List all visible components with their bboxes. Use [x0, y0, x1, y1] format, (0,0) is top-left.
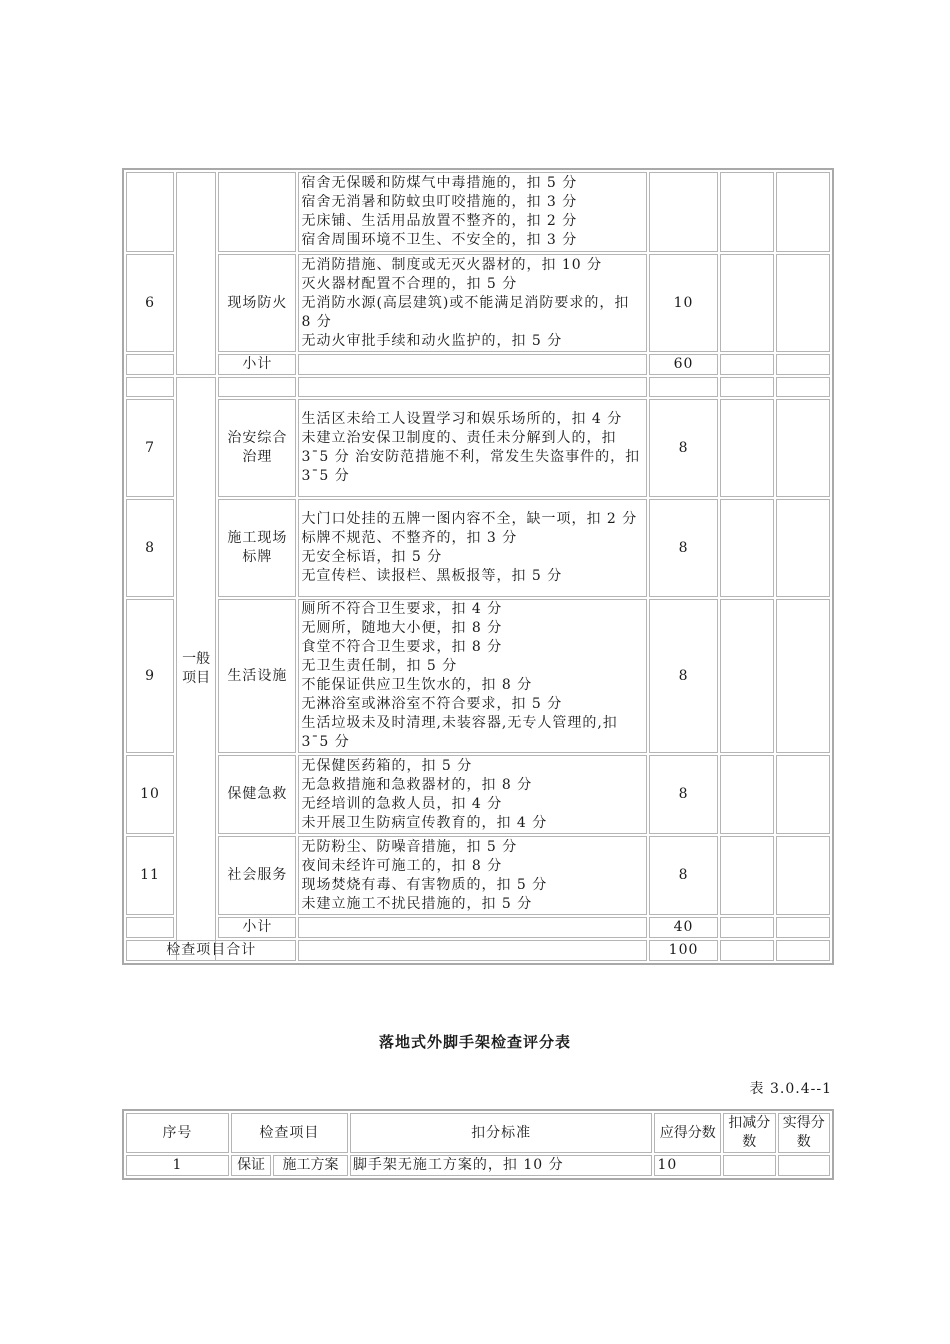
total-score: 100 — [649, 940, 717, 961]
actual-cell — [776, 917, 830, 938]
category-label: 一般项目 — [182, 651, 211, 686]
header-no: 序号 — [126, 1113, 229, 1153]
inspection-table-1 — [122, 168, 834, 965]
item-cell: 生活设施 — [218, 599, 296, 753]
spacer-row — [126, 377, 830, 397]
no-cell: 10 — [126, 755, 174, 834]
subtotal-row — [126, 917, 830, 938]
header-criteria: 扣分标准 — [350, 1113, 653, 1153]
deduct-cell — [720, 755, 774, 834]
criteria-cell: 生活区未给工人设置学习和娱乐场所的，扣 4 分 未建立治安保卫制度的、责任未分解到人的，扣 3¯5 分 治安防范措施不利，常发生失盗事件的，扣 3¯5 分 — [298, 399, 647, 497]
item-cell: 施工方案 — [273, 1155, 348, 1176]
criteria-cell: 宿舍无保暖和防煤气中毒措施的，扣 5 分 宿舍无消暑和防蚊虫叮咬措施的，扣 3 分 无床铺、生活用品放置不整齐的，扣 2 分 宿舍周围环境不卫生、不安全的，扣 3 分 — [298, 172, 647, 252]
actual-cell — [776, 354, 830, 375]
criteria-cell — [298, 354, 647, 375]
header-row — [126, 1113, 830, 1153]
actual-cell — [776, 755, 830, 834]
deduct-cell — [720, 940, 774, 961]
category-cell — [176, 172, 216, 375]
actual-cell — [776, 254, 830, 352]
item-cell: 现场防火 — [218, 254, 296, 352]
no-cell — [126, 172, 174, 252]
table-number: 表 3.0.4--1 — [749, 1081, 832, 1097]
criteria-cell — [298, 940, 647, 961]
criteria-cell: 无防粉尘、防噪音措施，扣 5 分 夜间未经许可施工的，扣 8 分 现场焚烧有毒、有害物质的，扣 5 分 未建立施工不扰民措施的，扣 5 分 — [298, 836, 647, 915]
category-cell: 保证 — [231, 1155, 271, 1176]
criteria-cell: 厕所不符合卫生要求，扣 4 分 无厕所，随地大小便，扣 8 分 食堂不符合卫生要求，扣 8 分 无卫生责任制，扣 5 分 不能保证供应卫生饮水的，扣 8 分 无淋浴室或淋浴室不符合要求，扣 5 分 生活垃圾未及时清理,未装容器,无专人管理的,扣 3¯5 分 — [298, 599, 647, 753]
actual-cell — [778, 1155, 831, 1176]
actual-cell — [776, 599, 830, 753]
deduct-cell — [720, 354, 774, 375]
no-cell — [126, 917, 174, 938]
actual-cell — [776, 940, 830, 961]
score-cell: 8 — [649, 399, 717, 497]
actual-cell — [776, 399, 830, 497]
table-row — [126, 755, 830, 834]
table-row — [126, 254, 830, 352]
table-row — [126, 499, 830, 597]
header-deduct: 扣减分数 — [723, 1113, 775, 1153]
table-row — [126, 1155, 830, 1176]
item-cell: 社会服务 — [218, 836, 296, 915]
subtotal-score: 40 — [649, 917, 717, 938]
actual-cell — [776, 836, 830, 915]
deduct-cell — [720, 499, 774, 597]
deduct-cell — [720, 172, 774, 252]
criteria-cell: 无保健医药箱的，扣 5 分 无急救措施和急救器材的，扣 8 分 无经培训的急救人员，扣 4 分 未开展卫生防病宣传教育的，扣 4 分 — [298, 755, 647, 834]
table-row — [126, 836, 830, 915]
deduct-cell — [720, 399, 774, 497]
score-cell: 8 — [649, 599, 717, 753]
deduct-cell — [723, 1155, 775, 1176]
total-label: 检查项目合计 — [126, 940, 296, 961]
header-should: 应得分数 — [654, 1113, 721, 1153]
deduct-cell — [720, 917, 774, 938]
score-cell: 8 — [649, 499, 717, 597]
criteria-cell: 无消防措施、制度或无灭火器材的，扣 10 分 灭火器材配置不合理的，扣 5 分 无消防水源(高层建筑)或不能满足消防要求的，扣 8 分 无动火审批手续和动火监护的，扣 5 分 — [298, 254, 647, 352]
deduct-cell — [720, 254, 774, 352]
score-cell: 10 — [649, 254, 717, 352]
actual-cell — [776, 499, 830, 597]
item-cell: 保健急救 — [218, 755, 296, 834]
deduct-cell — [720, 836, 774, 915]
no-cell: 7 — [126, 399, 174, 497]
deduct-cell — [720, 599, 774, 753]
no-cell — [126, 354, 174, 375]
score-cell — [649, 172, 717, 252]
actual-cell — [776, 172, 830, 252]
subtotal-label: 小计 — [218, 917, 296, 938]
category-cell — [176, 377, 216, 961]
total-row — [126, 940, 830, 961]
score-cell: 8 — [649, 755, 717, 834]
no-cell: 9 — [126, 599, 174, 753]
subtotal-label: 小计 — [218, 354, 296, 375]
no-cell: 8 — [126, 499, 174, 597]
subtotal-row — [126, 354, 830, 375]
score-cell: 8 — [649, 836, 717, 915]
header-actual: 实得分数 — [778, 1113, 831, 1153]
item-cell: 治安综合治理 — [218, 399, 296, 497]
no-cell: 1 — [126, 1155, 229, 1176]
item-cell: 施工现场标牌 — [218, 499, 296, 597]
no-cell: 6 — [126, 254, 174, 352]
header-item: 检查项目 — [231, 1113, 348, 1153]
section-title: 落地式外脚手架检查评分表 — [378, 1033, 571, 1051]
criteria-cell: 脚手架无施工方案的，扣 10 分 — [350, 1155, 653, 1176]
table-row — [126, 172, 830, 252]
no-cell: 11 — [126, 836, 174, 915]
item-cell — [218, 172, 296, 252]
table-row — [126, 399, 830, 497]
table-row — [126, 599, 830, 753]
score-cell: 10 — [654, 1155, 721, 1176]
subtotal-score: 60 — [649, 354, 717, 375]
criteria-cell — [298, 917, 647, 938]
criteria-cell: 大门口处挂的五牌一图内容不全，缺一项，扣 2 分 标牌不规范、不整齐的，扣 3 分 无安全标语，扣 5 分 无宣传栏、读报栏、黑板报等，扣 5 分 — [298, 499, 647, 597]
scaffold-inspection-table — [122, 1109, 834, 1180]
